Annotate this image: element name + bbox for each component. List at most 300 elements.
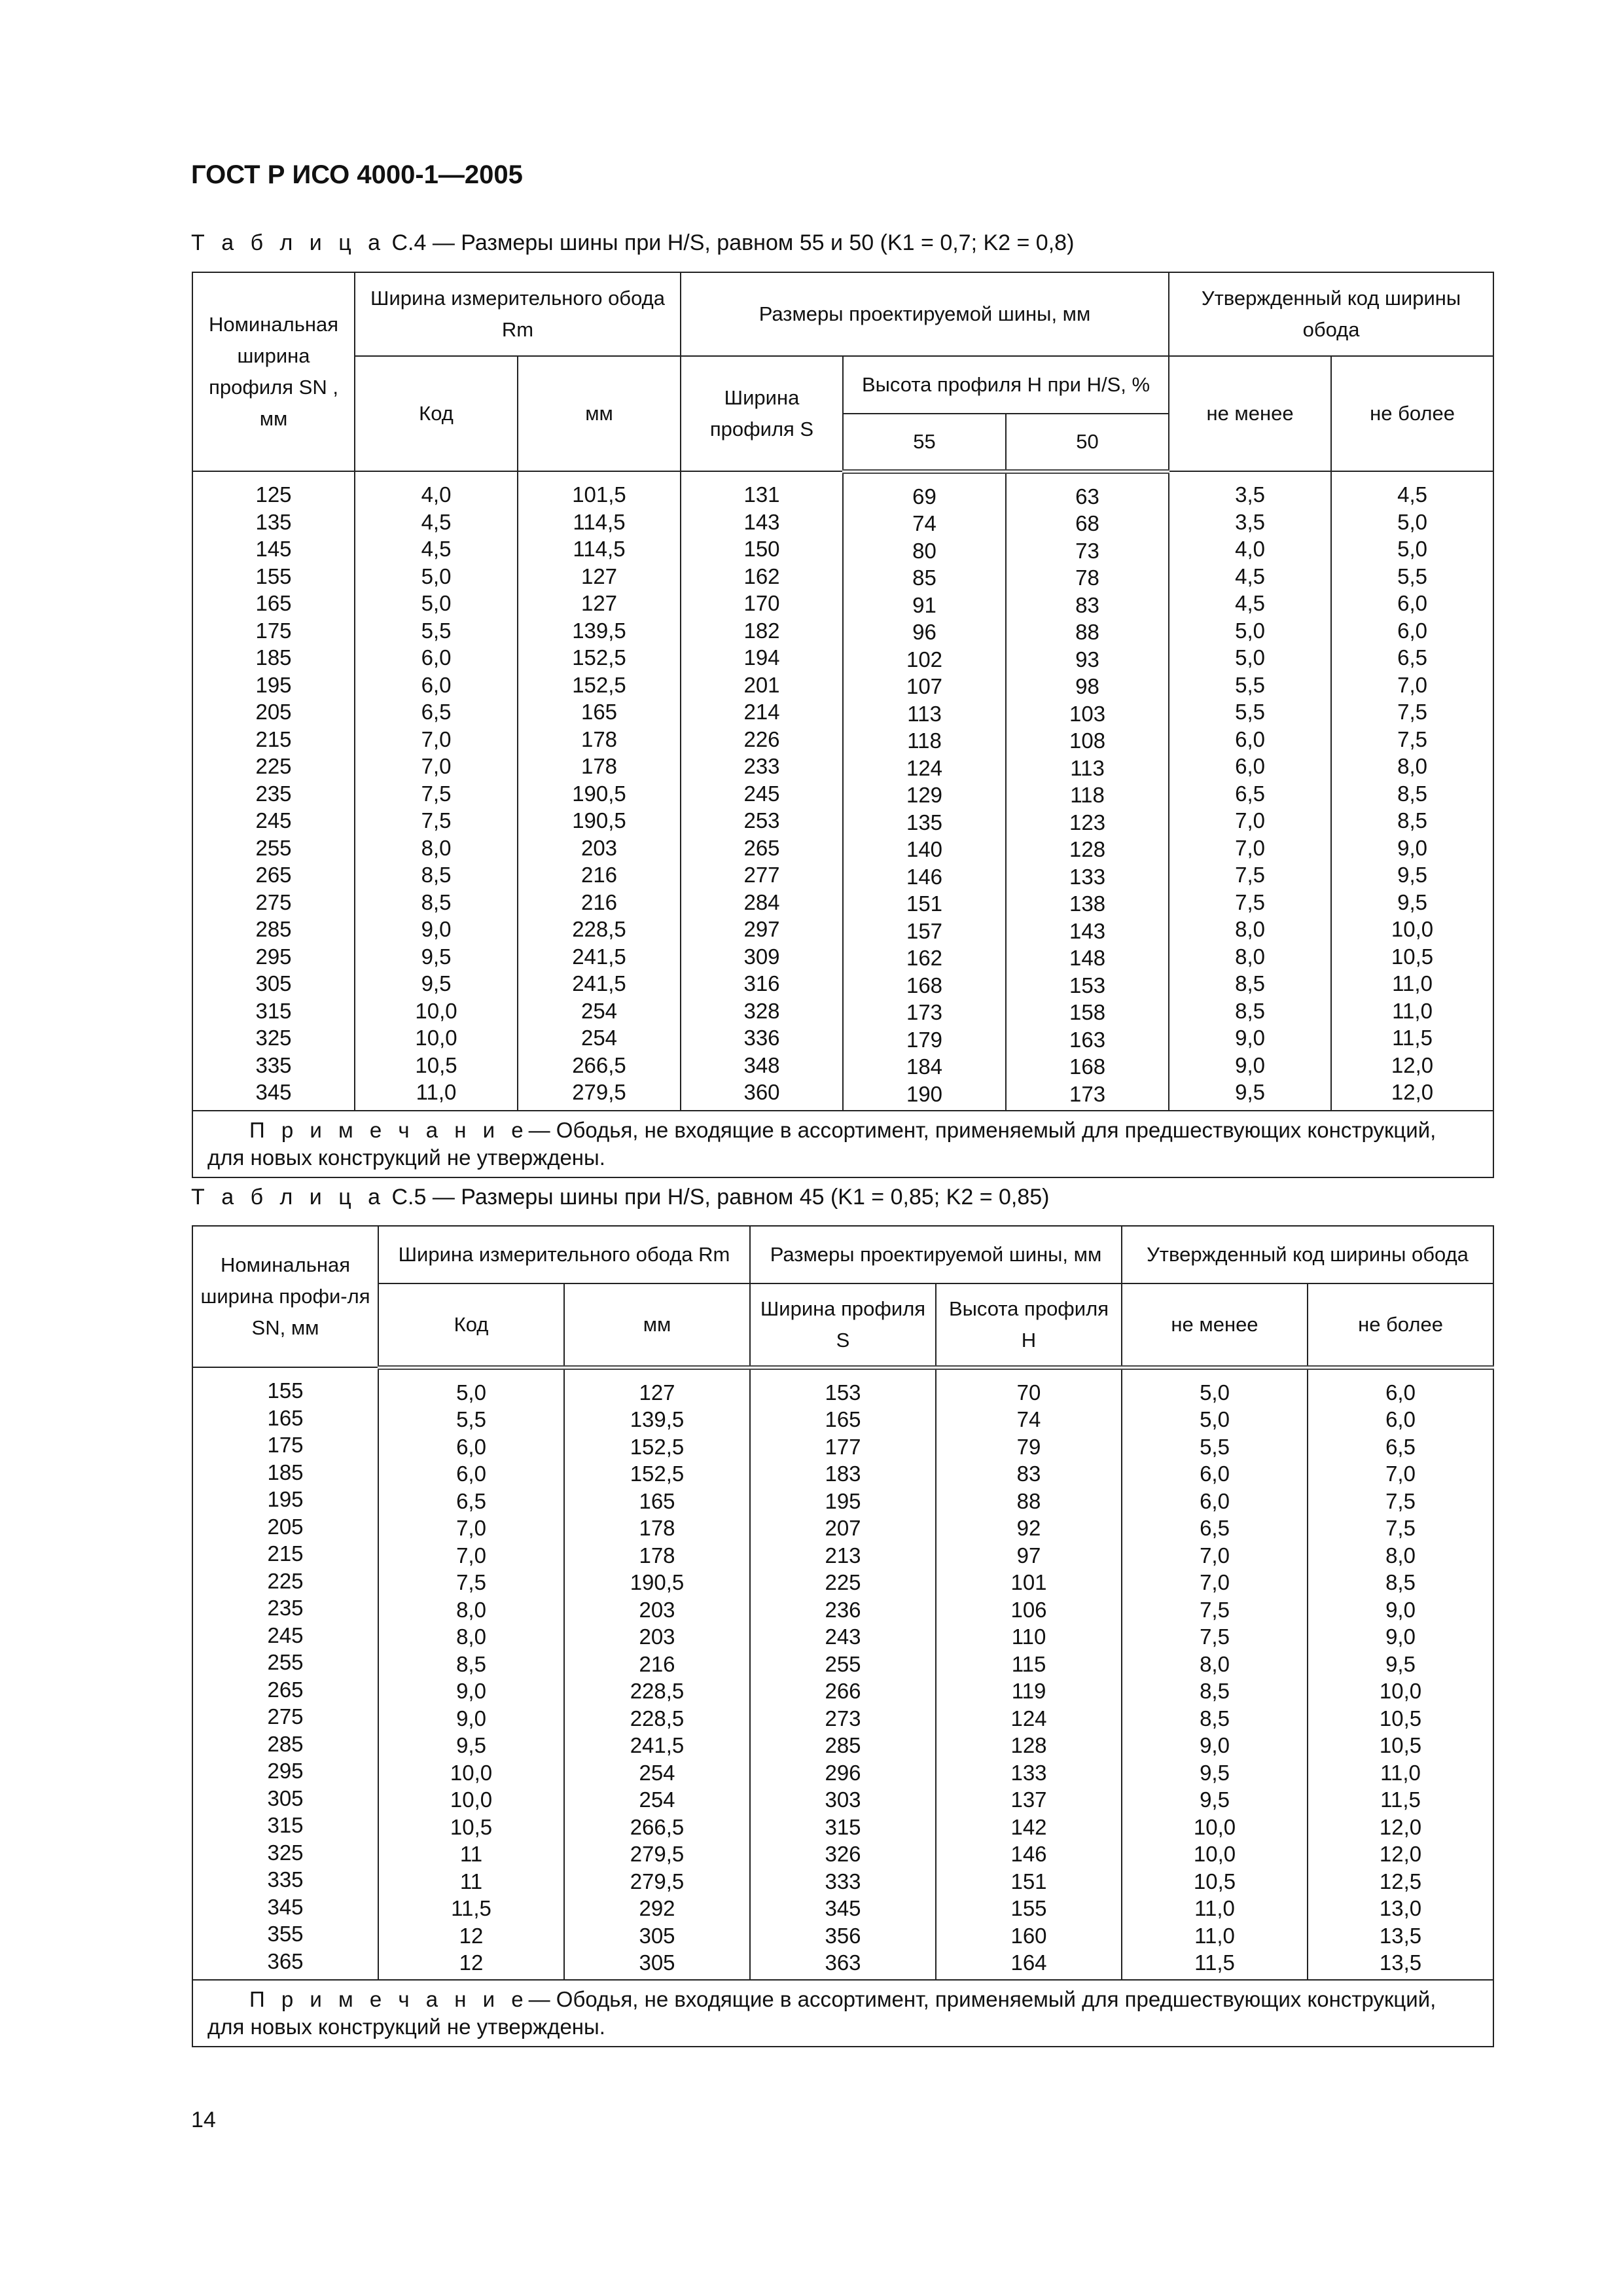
table-cell-value: 5,0 [1397,537,1427,561]
table-cell-value: 9,5 [1397,863,1427,887]
table-cell-value: 203 [639,1624,675,1649]
table-cell-value: 155 [255,564,292,588]
table-cell-value: 11,5 [1392,1026,1433,1050]
table-cell-value: 80 [912,538,936,563]
table-column-cell [192,1367,378,1980]
table-cell-value: 279,5 [630,1869,685,1893]
table-cell-value: 155 [1010,1896,1047,1920]
table-cell-value: 228,5 [572,917,626,941]
table-c5-caption-text: С.5 — Размеры шины при H/S, равном 45 (K1 = 0,85; K2 = 0,85) [391,1185,1050,1210]
table-cell-value: 305 [639,1923,675,1948]
table-cell-value: 131 [743,482,780,507]
table-cell-value: 266,5 [630,1814,685,1839]
table-cell-value: 7,5 [1397,700,1427,724]
table-cell-value: 363 [825,1950,861,1975]
table-cell-value: 8,0 [1235,944,1265,969]
table-cell-value: 152,5 [572,672,626,697]
table-cell-value: 11,0 [1392,998,1433,1023]
table-cell-value: 125 [255,482,292,507]
table-cell-value: 355 [267,1922,304,1946]
table-cell-value: 8,0 [456,1597,486,1622]
table-cell-value: 9,0 [1385,1624,1416,1649]
table-cell-value: 151 [906,891,943,916]
table-cell-value: 216 [639,1651,675,1676]
table-cell-value: 103 [1069,701,1106,726]
table-cell-value: 127 [580,591,618,615]
table-cell-value: 13,5 [1379,1950,1422,1975]
table-cell-value: 97 [1016,1543,1041,1568]
table-cell-value: 10,5 [1193,1869,1236,1893]
table-cell-value: 128 [1010,1733,1047,1757]
table-cell-value: 325 [267,1840,304,1865]
table-column-cell [936,1367,1122,1980]
table-cell-value: 7,5 [421,808,452,833]
header-profile-width: Ширина профиля S [681,356,843,471]
table-cell-value: 243 [825,1624,861,1649]
table-cell-value: 10,0 [1193,1814,1236,1839]
table-cell-value: 228,5 [630,1679,685,1703]
table-cell-value: 8,5 [456,1651,486,1676]
table-column-cell [750,1367,936,1980]
table-cell-value: 8,0 [456,1624,486,1649]
table-cell-value: 5,5 [1200,1434,1230,1459]
table-cell-value: 345 [825,1896,861,1920]
table-cell-value: 133 [1010,1760,1047,1785]
header-profile-width: Ширина профиля S [750,1283,936,1367]
table-cell-value: 157 [906,918,943,943]
table-cell-value: 146 [906,864,943,889]
table-cell-value: 216 [580,889,618,914]
table-cell-value: 127 [639,1380,675,1405]
header-rim-width: Ширина измерительного обода Rm [355,272,681,356]
table-cell-value: 205 [267,1514,304,1539]
table-cell-value: 139,5 [630,1407,685,1431]
table-cell-value: 175 [255,618,292,643]
header-profile-height: Высота профиля H [936,1283,1122,1367]
table-column-cell [1122,1367,1308,1980]
table-cell-value: 194 [743,645,780,670]
table-cell-value: 5,0 [456,1380,486,1405]
table-cell-value: 345 [255,1080,292,1104]
table-cell-value: 12 [459,1950,484,1975]
table-cell-value: 13,0 [1379,1896,1422,1920]
table-cell-value: 133 [1069,864,1106,889]
table-cell-value: 265 [255,863,292,887]
table-cell-value: 78 [1075,565,1099,590]
table-cell-value: 165 [580,700,618,724]
table-cell-value: 6,5 [1397,645,1427,670]
table-cell-value: 123 [1069,810,1106,834]
table-column-cell [1169,471,1331,1111]
table-cell-value: 151 [1010,1869,1047,1893]
table-cell-value: 6,0 [456,1462,486,1486]
table-cell-value: 143 [743,509,780,534]
table-cell-value: 325 [255,1026,292,1050]
table-cell-value: 165 [267,1405,304,1430]
table-cell-value: 9,0 [1200,1733,1230,1757]
table-cell-value: 8,5 [1397,808,1427,833]
table-cell-value: 113 [1070,755,1105,780]
table-cell-value: 241,5 [630,1733,685,1757]
table-cell-value: 305 [267,1785,304,1810]
table-cell-value: 215 [267,1541,304,1566]
table-cell-value: 335 [255,1052,292,1077]
table-cell-value: 178 [639,1543,675,1568]
table-cell-value: 118 [907,728,942,753]
table-cell-value: 127 [580,564,618,588]
table-cell-value: 5,5 [1235,672,1265,697]
table-cell-value: 5,0 [421,591,452,615]
table-column-cell [1006,471,1169,1111]
table-cell-value: 73 [1075,538,1099,563]
table-cell-value: 6,0 [1397,591,1427,615]
table-cell-value: 108 [1069,728,1106,753]
table-cell-value: 7,5 [1235,863,1265,887]
table-cell-value: 4,5 [421,537,452,561]
table-cell-value: 150 [743,537,780,561]
table-c4-note [192,1111,1493,1177]
table-cell-value: 11 [459,1869,483,1893]
table-cell-value: 236 [825,1597,861,1622]
table-cell-value: 135 [255,509,292,534]
table-cell-value: 11 [459,1842,483,1866]
table-cell-value: 165 [825,1407,861,1431]
table-cell-value: 7,5 [1200,1624,1230,1649]
table-column-cell [681,471,843,1111]
table-cell-value: 10,0 [1193,1842,1236,1866]
table-cell-value: 4,0 [1235,537,1265,561]
page-number: 14 [191,2108,216,2132]
table-cell-value: 5,0 [421,564,452,588]
table-cell-value: 203 [580,835,618,860]
table-cell-value: 255 [255,835,292,860]
table-c4-caption-text: С.4 — Размеры шины при H/S, равном 55 и 50 (K1 = 0,7; K2 = 0,8) [391,230,1075,255]
table-cell-value: 11,5 [1380,1787,1421,1812]
table-cell-value: 4,0 [421,482,452,507]
table-cell-value: 8,5 [1235,998,1265,1023]
table-cell-value: 101,5 [572,482,626,507]
table-cell-value: 190,5 [572,808,626,833]
table-cell-value: 124 [1010,1706,1047,1731]
table-cell-value: 91 [912,592,936,617]
table-cell-value: 119 [1011,1679,1046,1703]
table-cell-value: 207 [825,1516,861,1540]
table-cell-value: 213 [825,1543,861,1568]
table-cell-value: 143 [1069,918,1106,943]
table-cell-value: 10,0 [450,1760,493,1785]
table-c4-caption-prefix: Т а б л и ц а [191,230,386,255]
table-cell-value: 10,0 [415,998,457,1023]
table-cell-value: 190,5 [630,1570,685,1594]
table-cell-value: 10,5 [415,1052,457,1077]
header-nominal-width: Номинальная ширина профиля SN , мм [192,272,355,471]
table-cell-value: 315 [267,1813,304,1837]
table-cell-value: 7,0 [421,754,452,778]
table-cell-value: 153 [1069,973,1106,997]
table-cell-value: 326 [825,1842,861,1866]
table-cell-value: 285 [267,1731,304,1756]
table-cell-value: 245 [267,1623,304,1647]
table-cell-value: 140 [906,837,943,861]
table-cell-value: 146 [1010,1842,1047,1866]
table-cell-value: 296 [825,1760,861,1785]
header-nominal-width: Номинальная ширина профи-ля SN, мм [192,1226,378,1367]
table-cell-value: 12,5 [1379,1869,1422,1893]
table-cell-value: 8,0 [421,835,452,860]
document-header: ГОСТ Р ИСО 4000-1—2005 [191,160,523,189]
header-approved-code: Утвержденный код ширины обода [1122,1226,1493,1283]
table-cell-value: 195 [825,1488,861,1513]
table-cell-value: 6,0 [456,1434,486,1459]
table-cell-value: 152,5 [630,1462,685,1486]
table-cell-value: 9,5 [421,944,452,969]
table-cell-value: 205 [255,700,292,724]
table-cell-value: 12,0 [1379,1814,1422,1839]
table-cell-value: 96 [912,620,936,644]
table-cell-value: 88 [1075,620,1099,644]
table-cell-value: 85 [912,565,936,590]
table-cell-value: 9,5 [1385,1651,1416,1676]
table-cell-value: 3,5 [1235,482,1265,507]
table-cell-value: 295 [267,1759,304,1783]
table-cell-value: 6,0 [1397,618,1427,643]
table-cell-value: 11,0 [1392,971,1433,996]
header-design-sizes: Размеры проектируемой шины, мм [681,272,1169,356]
table-cell-value: 266 [825,1679,861,1703]
table-cell-value: 9,0 [456,1679,486,1703]
table-cell-value: 3,5 [1235,509,1265,534]
table-cell-value: 12,0 [1391,1080,1434,1104]
table-cell-value: 6,5 [1385,1434,1416,1459]
note-text: — Ободья, не входящие в ассортимент, применяемый для предшествующих конструкций, для новых конструкций не утверждены. [207,1986,1436,2039]
table-column-cell [564,1367,750,1980]
table-cell-value: 5,0 [1200,1407,1230,1431]
table-cell-value: 110 [1011,1624,1046,1649]
table-cell-value: 265 [267,1677,304,1702]
table-cell-value: 185 [255,645,292,670]
table-cell-value: 145 [255,537,292,561]
table-cell-value: 12,0 [1391,1052,1434,1077]
table-cell-value: 348 [743,1052,780,1077]
table-cell-value: 295 [255,944,292,969]
table-cell-value: 6,0 [1385,1380,1416,1405]
table-cell-value: 7,0 [421,726,452,751]
table-cell-value: 8,0 [1235,917,1265,941]
table-cell-value: 9,5 [1235,1080,1265,1104]
table-cell-value: 155 [267,1378,304,1403]
table-cell-value: 279,5 [630,1842,685,1866]
table-cell-value: 6,0 [1385,1407,1416,1431]
table-cell-value: 162 [743,564,780,588]
table-cell-value: 165 [639,1488,675,1513]
header-design-sizes: Размеры проектируемой шины, мм [750,1226,1122,1283]
table-cell-value: 7,0 [456,1516,486,1540]
table-cell-value: 124 [906,755,943,780]
table-c5-body [192,1367,1493,1980]
header-code: Код [355,356,518,471]
note-prefix: П р и м е ч а н и е [249,1118,529,1142]
note-prefix: П р и м е ч а н и е [249,1986,529,2011]
table-column-cell [355,471,518,1111]
table-cell-value: 115 [1011,1651,1046,1676]
table-cell-value: 74 [912,511,936,535]
table-cell-value: 158 [1069,1000,1106,1024]
table-cell-value: 148 [1069,946,1106,970]
table-cell-value: 245 [743,781,780,806]
table-cell-value: 9,0 [456,1706,486,1731]
table-cell-value: 255 [267,1650,304,1674]
table-cell-value: 7,0 [456,1543,486,1568]
table-cell-value: 10,5 [450,1814,493,1839]
table-data-row [192,1367,1493,1980]
table-cell-value: 162 [906,946,943,970]
table-cell-value: 68 [1075,511,1099,535]
table-cell-value: 6,0 [1200,1488,1230,1513]
table-cell-value: 7,5 [421,781,452,806]
table-cell-value: 113 [907,701,942,726]
table-cell-value: 7,0 [1200,1543,1230,1568]
table-cell-value: 185 [267,1460,304,1484]
header-code: Код [378,1283,564,1367]
table-cell-value: 216 [580,863,618,887]
table-cell-value: 4,5 [421,509,452,534]
table-cell-value: 190 [906,1081,943,1106]
table-cell-value: 254 [580,1026,618,1050]
table-cell-value: 12,0 [1379,1842,1422,1866]
table-column-cell [518,471,681,1111]
table-cell-value: 88 [1016,1488,1041,1513]
table-cell-value: 102 [906,647,943,672]
header-h55: 55 [843,414,1006,471]
table-cell-value: 6,0 [1235,754,1265,778]
table-cell-value: 203 [639,1597,675,1622]
table-cell-value: 173 [1069,1081,1106,1106]
table-cell-value: 79 [1016,1434,1041,1459]
table-cell-value: 69 [912,484,936,509]
header-profile-height: Высота профиля H при H/S, % [843,356,1169,414]
table-cell-value: 7,0 [1235,808,1265,833]
table-cell-value: 114,5 [573,537,626,561]
table-cell-value: 9,0 [1235,1026,1265,1050]
table-cell-value: 8,5 [421,889,452,914]
table-cell-value: 6,5 [1235,781,1265,806]
table-cell-value: 137 [1010,1787,1047,1812]
header-approved-code: Утвержденный код ширины обода [1169,272,1493,356]
table-cell-value: 279,5 [572,1080,626,1104]
table-cell-value: 336 [743,1026,780,1050]
table-cell-value: 195 [267,1487,304,1511]
table-column-cell [1331,471,1493,1111]
table-cell-value: 83 [1016,1462,1041,1486]
table-cell-value: 7,0 [1235,835,1265,860]
table-cell-value: 7,0 [1385,1462,1416,1486]
table-cell-value: 175 [267,1433,304,1457]
table-cell-value: 5,0 [1397,509,1427,534]
table-cell-value: 164 [1010,1950,1047,1975]
table-cell-value: 179 [906,1027,943,1052]
table-cell-value: 254 [639,1760,675,1785]
table-cell-value: 356 [825,1923,861,1948]
table-cell-value: 135 [906,810,943,834]
table-cell-value: 333 [825,1869,861,1893]
table-cell-value: 184 [906,1054,943,1079]
table-cell-value: 315 [825,1814,861,1839]
table-cell-value: 6,5 [1200,1516,1230,1540]
table-cell-value: 83 [1075,592,1099,617]
table-cell-value: 8,5 [1200,1706,1230,1731]
table-cell-value: 101 [1010,1570,1047,1594]
table-cell-value: 8,0 [1385,1543,1416,1568]
table-cell-value: 11,0 [1380,1760,1421,1785]
table-cell-value: 245 [255,808,292,833]
table-cell-value: 235 [255,781,292,806]
table-cell-value: 6,0 [1200,1462,1230,1486]
table-cell-value: 107 [906,674,943,698]
table-cell-value: 7,5 [1200,1597,1230,1622]
table-cell-value: 10,0 [450,1787,493,1812]
table-cell-value: 178 [580,726,618,751]
table-cell-value: 168 [1069,1054,1106,1079]
table-cell-value: 285 [255,917,292,941]
table-cell-value: 5,5 [456,1407,486,1431]
table-cell-value: 190,5 [572,781,626,806]
table-cell-value: 168 [906,973,943,997]
table-cell-value: 360 [743,1080,780,1104]
table-cell-value: 345 [267,1894,304,1919]
table-cell-value: 6,0 [421,672,452,697]
table-cell-value: 201 [743,672,780,697]
table-c5-caption [191,1185,1050,1210]
table-cell-value: 128 [1069,837,1106,861]
table-cell-value: 138 [1069,891,1106,916]
table-cell-value: 195 [255,672,292,697]
table-cell-value: 106 [1010,1597,1047,1622]
table-cell-value: 235 [267,1596,304,1620]
table-cell-value: 118 [1070,783,1105,807]
table-cell-value: 8,5 [421,863,452,887]
table-column-cell [378,1367,564,1980]
table-cell-value: 9,0 [1397,835,1427,860]
table-cell-value: 315 [255,998,292,1023]
table-cell-value: 214 [743,700,780,724]
table-cell-value: 129 [906,783,943,807]
table-cell-value: 4,5 [1235,591,1265,615]
table-cell-value: 292 [639,1896,675,1920]
header-min: не менее [1122,1283,1308,1367]
table-cell-value: 8,5 [1397,781,1427,806]
table-cell-value: 173 [906,1000,943,1024]
table-cell-value: 10,5 [1379,1706,1422,1731]
table-cell-value: 10,0 [1379,1679,1422,1703]
table-cell-value: 265 [743,835,780,860]
table-cell-value: 12 [459,1923,484,1948]
table-cell-value: 165 [255,591,292,615]
table-cell-value: 92 [1016,1516,1041,1540]
table-cell-value: 93 [1075,647,1099,672]
table-cell-value: 241,5 [572,944,626,969]
table-cell-value: 9,0 [1385,1597,1416,1622]
table-cell-value: 328 [743,998,780,1023]
table-cell-value: 365 [267,1948,304,1973]
table-cell-value: 139,5 [572,618,626,643]
table-cell-value: 10,5 [1379,1733,1422,1757]
table-cell-value: 163 [1069,1027,1106,1052]
table-cell-value: 7,5 [1385,1516,1416,1540]
table-cell-value: 7,0 [1200,1570,1230,1594]
table-cell-value: 182 [743,618,780,643]
table-cell-value: 285 [825,1733,861,1757]
table-c5-caption-prefix: Т а б л и ц а [191,1185,386,1210]
